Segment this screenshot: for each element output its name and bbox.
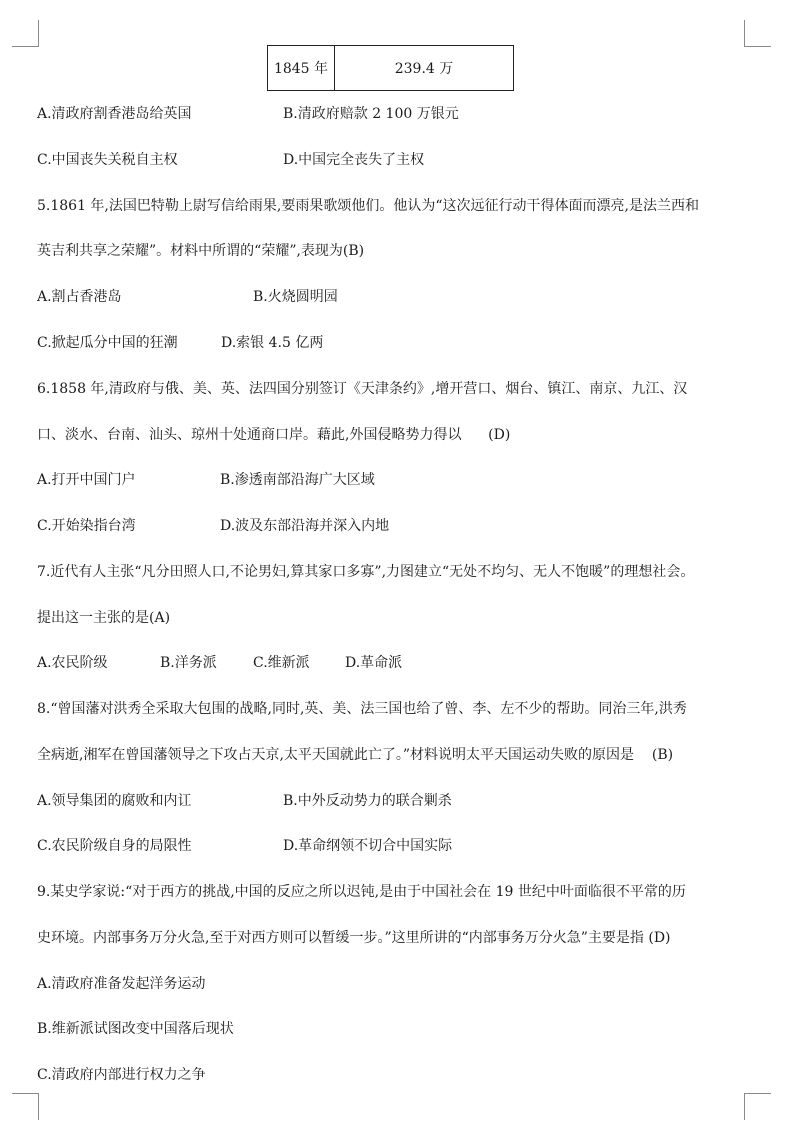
q6-option-a: A.打开中国门户: [37, 472, 136, 488]
q7-stem-line2: 提出这一主张的是(A): [37, 610, 171, 626]
q9-option-c: C.清政府内部进行权力之争: [37, 1067, 206, 1083]
q8-option-d: D.革命纲领不切合中国实际: [283, 838, 453, 854]
q7-option-c: C.维新派: [253, 655, 310, 671]
table-cell-year: 1845 年: [268, 46, 335, 91]
q5-option-b: B.火烧圆明园: [253, 289, 338, 305]
q5-option-c: C.掀起瓜分中国的狂潮: [37, 335, 178, 351]
q8-option-c: C.农民阶级自身的局限性: [37, 838, 192, 854]
q6-option-c: C.开始染指台湾: [37, 518, 136, 534]
q7-option-b: B.洋务派: [160, 655, 217, 671]
crop-mark-top-left: [12, 20, 39, 47]
q6-option-b: B.渗透南部沿海广大区域: [220, 472, 375, 488]
q9-stem-line2: 史环境。内部事务万分火急,至于对西方则可以暂缓一步。”这里所讲的“内部事务万分火急”主要是指 (D): [37, 930, 671, 946]
crop-mark-bottom-right: [744, 1093, 771, 1120]
crop-mark-top-right: [744, 20, 771, 47]
q6-option-d: D.波及东部沿海并深入内地: [220, 518, 390, 534]
q4-option-b: B.清政府赔款 2 100 万银元: [283, 106, 459, 122]
q7-stem-line1: 7.近代有人主张“凡分田照人口,不论男妇,算其家口多寡”,力图建立“无处不均匀、无人不饱暖”的理想社会。: [37, 564, 695, 580]
q7-option-a: A.农民阶级: [37, 655, 108, 671]
q5-option-a: A.割占香港岛: [37, 289, 122, 305]
q4-option-a: A.清政府割香港岛给英国: [37, 106, 192, 122]
q9-stem-line1: 9.某史学家说:“对于西方的挑战,中国的反应之所以迟钝,是由于中国社会在 19 世纪中叶面临很不平常的历: [37, 884, 686, 900]
q5-stem-line1: 5.1861 年,法国巴特勒上尉写信给雨果,要雨果歌颂他们。他认为“这次远征行动干得体面而漂亮,是法兰西和: [37, 198, 699, 214]
q6-stem-line1: 6.1858 年,清政府与俄、美、英、法四国分别签订《天津条约》,增开营口、烟台、镇江、南京、九江、汉: [37, 381, 688, 397]
q4-option-d: D.中国完全丧失了主权: [283, 152, 425, 168]
data-table: [267, 45, 514, 91]
q6-stem-line2: 口、淡水、台南、汕头、琼州十处通商口岸。藉此,外国侵略势力得以 (D): [37, 427, 511, 443]
q4-option-c: C.中国丧失关税自主权: [37, 152, 178, 168]
table-row: [268, 46, 514, 91]
q9-option-a: A.清政府准备发起洋务运动: [37, 976, 206, 992]
q8-stem-line1: 8.“曾国藩对洪秀全采取大包围的战略,同时,英、美、法三国也给了曾、李、左不少的帮助。同治三年,洪秀: [37, 701, 687, 717]
q8-stem-line2: 全病逝,湘军在曾国藩领导之下攻占天京,太平天国就此亡了。”材料说明太平天国运动失败的原因是 (B): [37, 747, 674, 763]
q8-option-a: A.领导集团的腐败和内讧: [37, 793, 192, 809]
q8-option-b: B.中外反动势力的联合剿杀: [283, 793, 452, 809]
crop-mark-bottom-left: [12, 1093, 39, 1120]
table-cell-value: 239.4 万: [335, 46, 514, 91]
q5-option-d: D.索银 4.5 亿两: [221, 335, 324, 351]
q9-option-b: B.维新派试图改变中国落后现状: [37, 1021, 234, 1037]
q7-option-d: D.革命派: [345, 655, 403, 671]
q5-stem-line2: 英吉利共享之荣耀”。材料中所谓的“荣耀”,表现为(B): [37, 243, 365, 259]
